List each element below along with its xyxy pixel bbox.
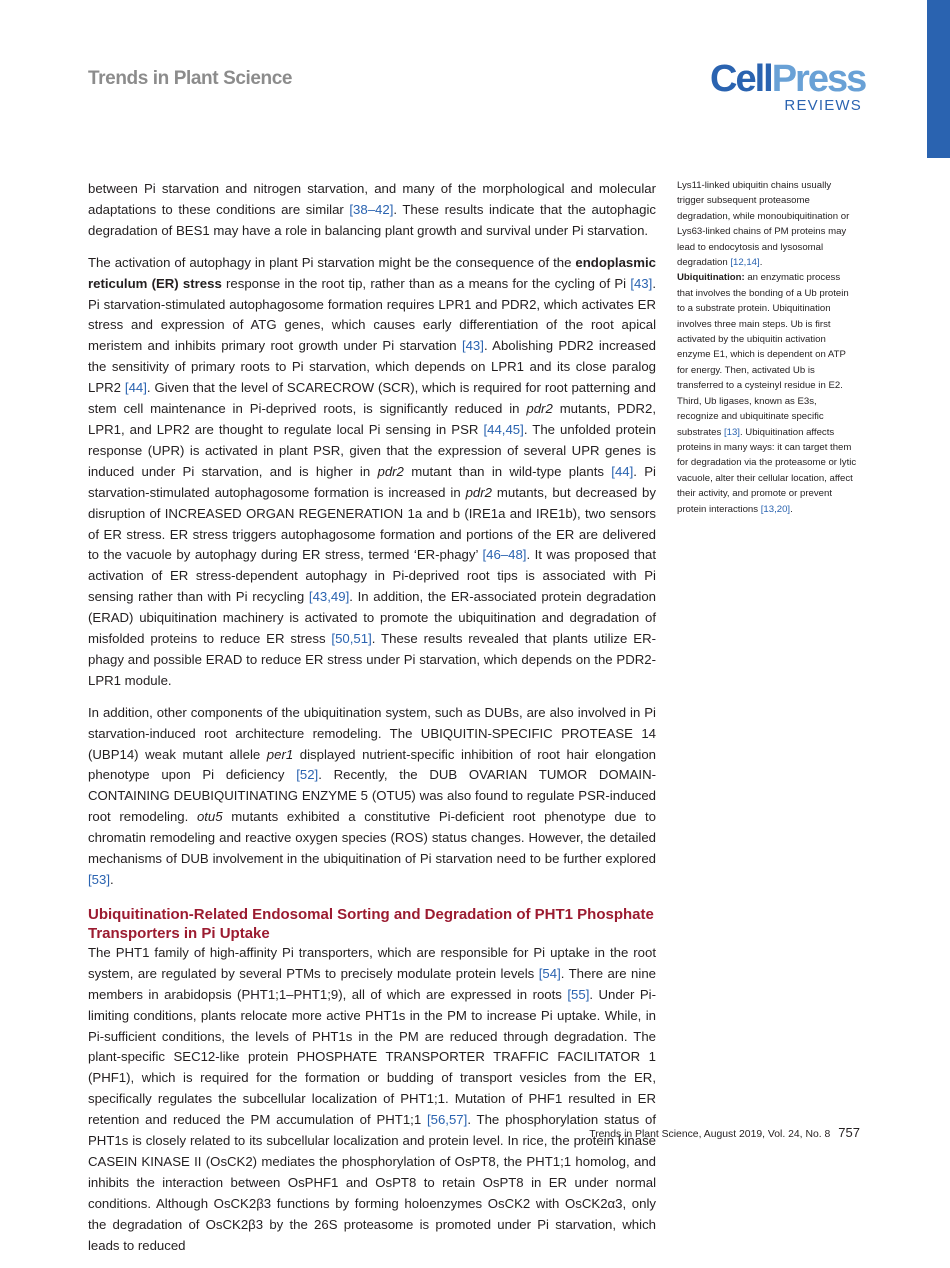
citation-link[interactable]: [54] — [538, 965, 561, 981]
page-footer — [560, 1125, 860, 1140]
logo-press-text: Press — [771, 58, 866, 100]
journal-header: Trends in Plant Science — [88, 68, 293, 89]
glossary-term: endoplasmic reticulum (ER) stress — [88, 254, 656, 291]
citation-link[interactable]: [56,57] — [426, 1112, 468, 1128]
citation-link[interactable]: [13,20] — [760, 503, 791, 515]
citation-link[interactable]: [44,45] — [483, 421, 524, 437]
citation-link[interactable]: [13] — [723, 426, 740, 438]
glossary-entry: Lys11-linked ubiquitin chains usually trigger subsequent proteasome degradation, while monoubiquitination or Lys63-linked chains of PM proteins may lead to endocytosis and lysosomal degradation [12,14]. — [677, 180, 850, 269]
citation-link[interactable]: [43] — [461, 338, 484, 354]
page-number: 757 — [838, 1125, 860, 1140]
citation-link[interactable]: [53] — [88, 872, 110, 887]
section-heading: Ubiquitination-Related Endosomal Sorting and Degradation of PHT1 Phosphate Transporters in Pi Uptake — [88, 905, 654, 942]
logo-reviews-text: REVIEWS — [784, 97, 862, 114]
paragraph-1: between Pi starvation and nitrogen starvation, and many of the morphological and molecular adaptations to these conditions are similar [38–42]. These results indicate that the autophagic degradation of BES1 may have a role in balancing plant growth and survival under Pi starvation. — [88, 181, 656, 238]
glossary-term: Ubiquitination: — [677, 272, 745, 284]
footer-citation: Trends in Plant Science, August 2019, Vol. 24, No. 8 — [589, 1129, 831, 1140]
glossary-entry-ubiquitination: Ubiquitination: an enzymatic process that involves the bonding of a Ub protein to a substrate protein. Ubiquitination involves three main steps. Ub is first activated by the ubiquitin activation enzyme E1, which is dependent on ATP for energy. Then, activated Ub is transferred to a cysteinyl residue in E2. Third, Ub ligases, known as E3s, recognize and ubiquitinate specific substrates [13]. Ubiquitination affects proteins in many ways: it can target them for degradation via the proteasome or lytic vacuole, alter their cellular location, affect their activity, and promote or prevent protein interactions [13,20]. — [677, 272, 857, 515]
citation-link[interactable]: [46–48] — [482, 547, 527, 563]
citation-link[interactable]: [43,49] — [308, 589, 350, 605]
main-text-column — [88, 179, 656, 1268]
citation-link[interactable]: [12,14] — [730, 257, 760, 269]
logo-cell-text: Cell — [710, 58, 772, 100]
paragraph-2: The activation of autophagy in plant Pi starvation might be the consequence of the endoplasmic reticulum (ER) stress response in the root tip, rather than as a means for the cycling of Pi [43]. Pi starvation-stimulated autophagosome formation requires LPR1 and PDR2, which activates ER stress and expression of ATG genes, which causes early differentiation of the root apical meristem and inhibits primary root growth under Pi starvation [43]. Abolishing PDR2 increased the sensitivity of primary roots to Pi starvation, which depends on LPR1 and its close paralog LPR2 [44]. Given that the level of SCARECROW (SCR), which is required for root patterning and stem cell maintenance in Pi-deprived roots, is significantly reduced in pdr2 mutants, PDR2, LPR1, and LPR2 are thought to regulate local Pi sensing in PSR [44,45]. The unfolded protein response (UPR) is activated in plant PSR, given that the expression of several UPR genes is induced under Pi starvation, and is higher in pdr2 mutant than in wild-type plants [44]. Pi starvation-stimulated autophagosome formation is increased in pdr2 mutants, but decreased by disruption of INCREASED ORGAN REGENERATION 1a and b (IRE1a and IRE1b), two sensors of ER stress. ER stress triggers autophagosome formation and portions of the ER are delivered to the vacuole by autophagy during ER stress, termed ‘ER-phagy’ [46–48]. It was proposed that activation of ER stress-dependent autophagy in Pi-deprived root tips is associated with Pi sensing rather than with Pi recycling [43,49]. In addition, the ER-associated protein degradation (ERAD) ubiquitination machinery is activated to promote the ubiquitination and degradation of misfolded proteins to reduce ER stress [50,51]. These results revealed that plants utilize ER-phagy and possible ERAD to reduce ER stress under Pi starvation, which depends on the PDR2-LPR1 module. — [88, 254, 657, 688]
citation-link[interactable]: [50,51] — [331, 631, 372, 647]
paragraph-3: In addition, other components of the ubiquitination system, such as DUBs, are also involved in Pi starvation-induced root architecture remodeling. The UBIQUITIN-SPECIFIC PROTEASE 14 (UBP14) weak mutant allele per1 displayed nutrient-specific inhibition of root hair elongation phenotype upon Pi deficiency [52]. Recently, the DUB OVARIAN TUMOR DOMAIN-CONTAINING DEUBIQUITINATING ENZYME 5 (OTU5) was also found to regulate PSR-induced root remodeling. otu5 mutants exhibited a constitutive Pi-deficient root phenotype due to chromatin remodeling and reactive oxygen species (ROS) status changes. However, the detailed mechanisms of DUB involvement in the ubiquitination of Pi starvation need to be further explored [53]. — [88, 704, 656, 887]
citation-link[interactable]: [43] — [630, 275, 653, 291]
citation-link[interactable]: [44] — [611, 463, 634, 479]
paragraph-4: The PHT1 family of high-affinity Pi transporters, which are responsible for Pi uptake in the root system, are regulated by several PTMs to precisely modulate protein levels [54]. There are nine members in arabidopsis (PHT1;1–PHT1;9), all of which are expressed in roots [55]. Under Pi-limiting conditions, plants relocate more active PHT1s in the PM to increase Pi uptake. While, in Pi-sufficient conditions, the levels of PHT1s in the PM are reduced through degradation. The plant-specific SEC12-like protein PHOSPHATE TRANSPORTER TRAFFIC FACILITATOR 1 (PHF1), which is required for the formation or budding of transport vesicles from the ER, specifically regulates the subcellular localization of PHT1;1. Mutation of PHF1 resulted in ER retention and reduced the PM accumulation of PHT1;1 [56,57]. The phosphorylation status of PHT1s is closely related to its subcellular localization and protein level. In rice, the protein kinase CASEIN KINASE II (OsCK2) mediates the phosphorylation of OsPT8, the PHT1;1 homolog, and inhibits the interaction between OsPHF1 and OsPT8 to retain OsPT8 in ER under normal conditions. Although OsCK2β3 functions by forming holoenzymes OsCK2 with OsCK2α3, only the degradation of OsCK2β3 by the 26S proteasome is promoted under Pi starvation, which leads to reduced — [88, 944, 657, 1253]
glossary-sidebar — [677, 178, 857, 517]
citation-link[interactable]: [52] — [296, 767, 319, 783]
citation-link[interactable]: [55] — [567, 986, 590, 1002]
side-color-bar — [927, 0, 950, 158]
cellpress-logo — [710, 58, 866, 114]
citation-link[interactable]: [38–42] — [349, 201, 394, 217]
citation-link[interactable]: [44] — [124, 380, 147, 396]
